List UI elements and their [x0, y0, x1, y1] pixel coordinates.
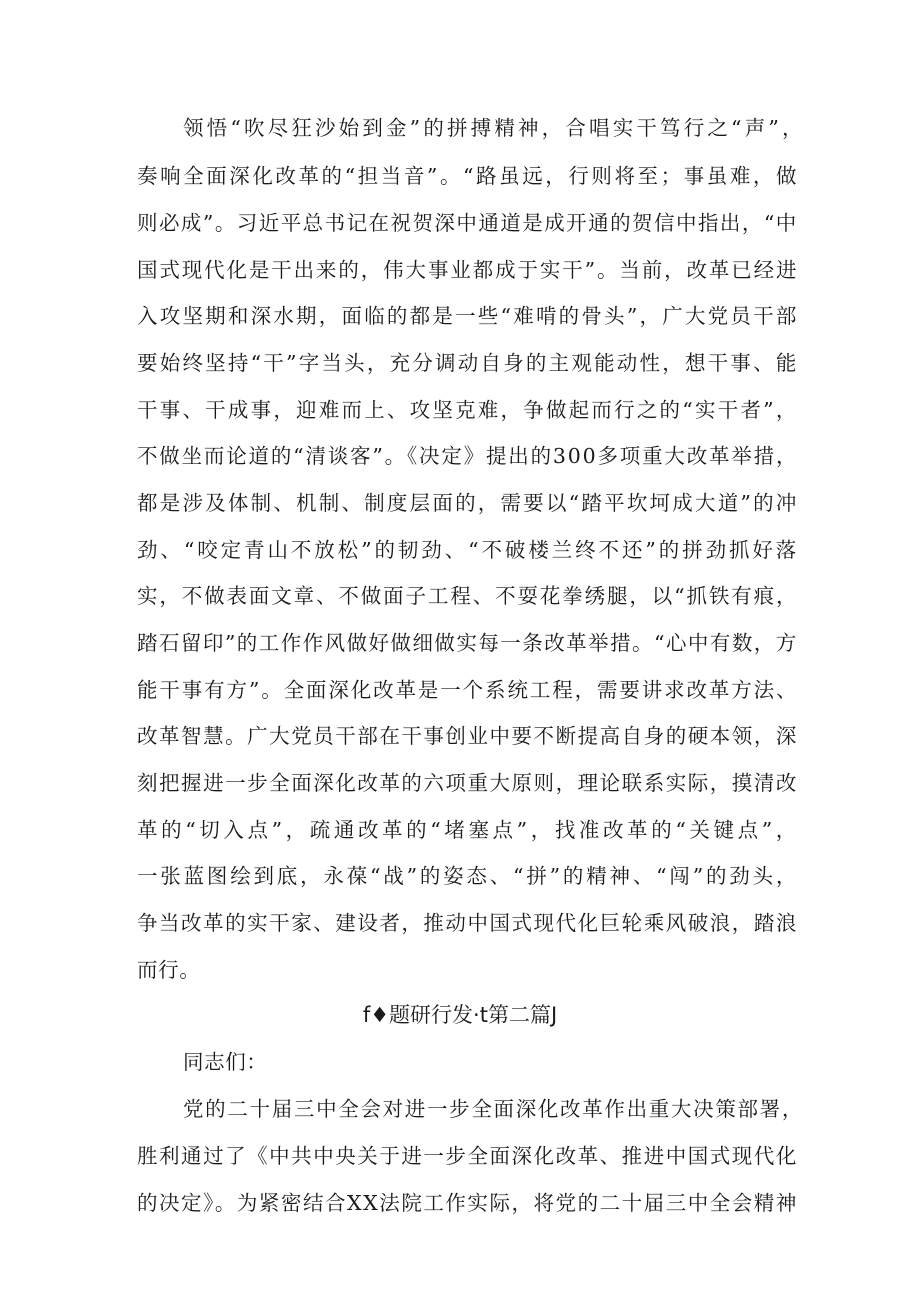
- paragraph-line: 踏石留印”的工作作风做好做细做实每一条改革举措。“心中有数，方: [137, 631, 798, 655]
- paragraph-line: 不做坐而论道的“清谈客”。《决定》提出的300多项重大改革举措，: [137, 444, 799, 468]
- paragraph-line: 入攻坚期和深水期，面临的都是一些“难啃的骨头”，广大党员干部: [137, 304, 799, 328]
- paragraph-line: 能干事有方”。全面深化改革是一个系统工程，需要讲求改革方法、: [137, 678, 799, 702]
- paragraph-line: 实，不做表面文章、不做面子工程、不耍花拳绣腿，以“抓铁有痕，: [137, 584, 799, 608]
- paragraph-line: 的决定》。为紧密结合XX法院工作实际，将党的二十届三中全会精神: [137, 1191, 798, 1215]
- paragraph-line: 要始终坚持“干”字当头，充分调动自身的主观能动性，想干事、能: [137, 351, 799, 375]
- paragraph-line: 一张蓝图绘到底，永葆“战”的姿态、“拼”的精神、“闯”的劲头，: [137, 864, 800, 888]
- paragraph-line: 国式现代化是干出来的，伟大事业都成于实干”。当前，改革已经进: [137, 258, 799, 282]
- paragraph-line: 奏响全面深化改革的“担当音”。“路虽远，行则将至；事虽难，做: [137, 164, 800, 188]
- paragraph-line: 劲、“咬定青山不放松”的韧劲、“不破楼兰终不还”的拼劲抓好落: [137, 538, 800, 562]
- paragraph-line: 刻把握进一步全面深化改革的六项重大原则，理论联系实际，摸清改: [137, 771, 798, 795]
- paragraph-line: 胜利通过了《中共中央关于进一步全面深化改革、推进中国式现代化: [137, 1144, 798, 1168]
- paragraph-line: 而行。: [137, 958, 201, 982]
- paragraph-line: 都是涉及体制、机制、制度层面的，需要以“踏平坎坷成大道”的冲: [137, 491, 799, 515]
- paragraph-line: 革的“切入点”，疏通改革的“堵塞点”，找准改革的“关键点”，: [137, 818, 800, 842]
- paragraph-line: 干事、干成事，迎难而上、攻坚克难，争做起而行之的“实干者”，: [137, 398, 799, 422]
- section-heading: f♦题研行发·t第二篇J: [362, 1003, 558, 1027]
- paragraph-line: 则必成”。习近平总书记在祝贺深中通道是成开通的贺信中指出，“中: [137, 211, 798, 235]
- paragraph-line: 争当改革的实干家、建设者，推动中国式现代化巨轮乘风破浪，踏浪: [137, 911, 798, 935]
- paragraph-line: 党的二十届三中全会对进一步全面深化改革作出重大决策部署，: [183, 1097, 805, 1121]
- paragraph-line: 领悟“吹尽狂沙始到金”的拼搏精神，合唱实干笃行之“声”，: [183, 116, 806, 140]
- salutation: 同志们：: [183, 1050, 268, 1074]
- paragraph-line: 改革智慧。广大党员干部在干事创业中要不断提高自身的硬本领，深: [137, 724, 798, 748]
